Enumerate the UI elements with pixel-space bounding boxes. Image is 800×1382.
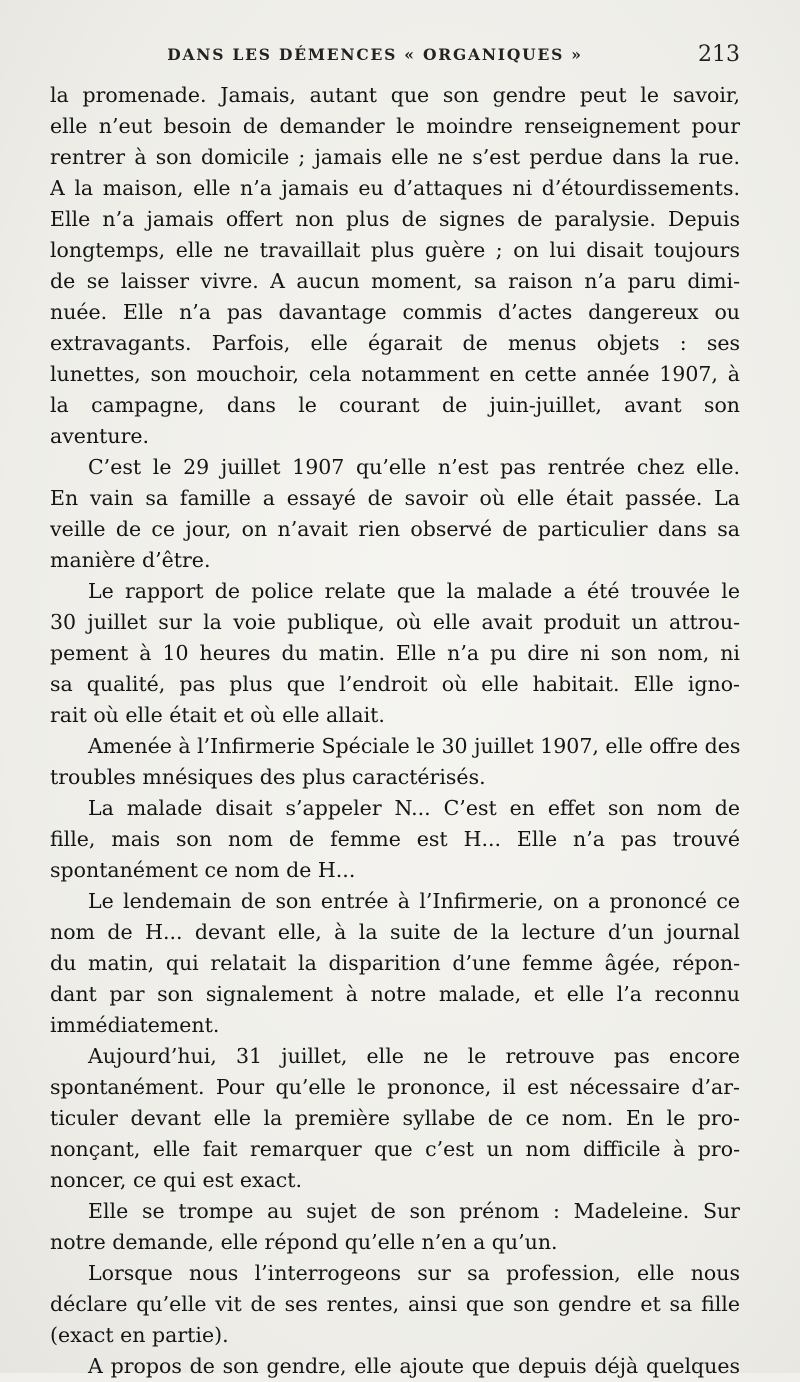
text-line: En vain sa famille a essayé de savoir où elle était passée. La xyxy=(50,486,740,510)
text-line: nonçant, elle fait remarquer que c’est un nom difficile à pro- xyxy=(50,1137,740,1161)
text-line: nom de H... devant elle, à la suite de la lecture d’un journal xyxy=(50,920,740,944)
text-line: aventure. xyxy=(50,424,150,448)
text-line: pement à 10 heures du matin. Elle n’a pu dire ni son nom, ni xyxy=(50,641,740,665)
text-line: extravagants. Parfois, elle égarait de menus objets : ses xyxy=(50,331,740,355)
text-line: la promenade. Jamais, autant que son gendre peut le savoir, xyxy=(50,83,740,107)
text-line: La malade disait s’appeler N... C’est en effet son nom de xyxy=(88,796,740,820)
text-line: notre demande, elle répond qu’elle n’en a qu’un. xyxy=(50,1230,558,1254)
text-line: Aujourd’hui, 31 juillet, elle ne le retrouve pas encore xyxy=(88,1044,740,1068)
text-line: du matin, qui relatait la disparition d’une femme âgée, répon- xyxy=(50,951,740,975)
text-line: Lorsque nous l’interrogeons sur sa profession, elle nous xyxy=(88,1261,740,1285)
running-title: DANS LES DÉMENCES « ORGANIQUES » xyxy=(167,45,583,64)
text-line: spontanément. Pour qu’elle le prononce, il est nécessaire d’ar- xyxy=(50,1075,740,1099)
text-line: ticuler devant elle la première syllabe de ce nom. En le pro- xyxy=(50,1106,740,1130)
text-line: noncer, ce qui est exact. xyxy=(50,1168,303,1192)
text-line: veille de ce jour, on n’avait rien observé de particulier dans sa xyxy=(50,517,740,541)
text-line: 30 juillet sur la voie publique, où elle avait produit un attrou- xyxy=(50,610,740,634)
running-head xyxy=(50,40,740,70)
text-line: Le rapport de police relate que la malade a été trouvée le xyxy=(88,579,740,603)
text-line: (exact en partie). xyxy=(50,1323,229,1347)
text-line: nuée. Elle n’a pas davantage commis d’actes dangereux ou xyxy=(50,300,740,324)
text-line: spontanément ce nom de H... xyxy=(50,858,356,882)
text-line: A propos de son gendre, elle ajoute que depuis déjà quelques xyxy=(88,1354,740,1378)
text-line: rait où elle était et où elle allait. xyxy=(50,703,385,727)
text-line: manière d’être. xyxy=(50,548,211,572)
page-number: 213 xyxy=(698,42,740,67)
text-line: troubles mnésiques des plus caractérisés. xyxy=(50,765,486,789)
text-line: dant par son signalement à notre malade, et elle l’a reconnu xyxy=(50,982,740,1006)
text-line: déclare qu’elle vit de ses rentes, ainsi que son gendre et sa fille xyxy=(50,1292,740,1316)
text-line: longtemps, elle ne travaillait plus guère ; on lui disait toujours xyxy=(50,238,740,262)
text-line: fille, mais son nom de femme est H... Elle n’a pas trouvé xyxy=(50,827,740,851)
text-line: sa qualité, pas plus que l’endroit où elle habitait. Elle igno- xyxy=(50,672,740,696)
text-line: immédiatement. xyxy=(50,1013,220,1037)
text-line: Elle se trompe au sujet de son prénom : Madeleine. Sur xyxy=(88,1199,740,1223)
body-text xyxy=(50,80,740,1382)
text-line: Amenée à l’Infirmerie Spéciale le 30 juillet 1907, elle offre des xyxy=(88,734,740,758)
text-line: Elle n’a jamais offert non plus de signes de paralysie. Depuis xyxy=(50,207,740,231)
text-line: C’est le 29 juillet 1907 qu’elle n’est pas rentrée chez elle. xyxy=(88,455,740,479)
text-line: de se laisser vivre. A aucun moment, sa raison n’a paru dimi- xyxy=(50,269,740,293)
text-line: elle n’eut besoin de demander le moindre renseignement pour xyxy=(50,114,740,138)
text-line: A la maison, elle n’a jamais eu d’attaques ni d’étourdissements. xyxy=(50,176,740,200)
text-line: Le lendemain de son entrée à l’Infirmerie, on a prononcé ce xyxy=(88,889,740,913)
text-line: la campagne, dans le courant de juin-juillet, avant son xyxy=(50,393,740,417)
text-line: lunettes, son mouchoir, cela notamment en cette année 1907, à xyxy=(50,362,740,386)
text-line: rentrer à son domicile ; jamais elle ne s’est perdue dans la rue. xyxy=(50,145,740,169)
